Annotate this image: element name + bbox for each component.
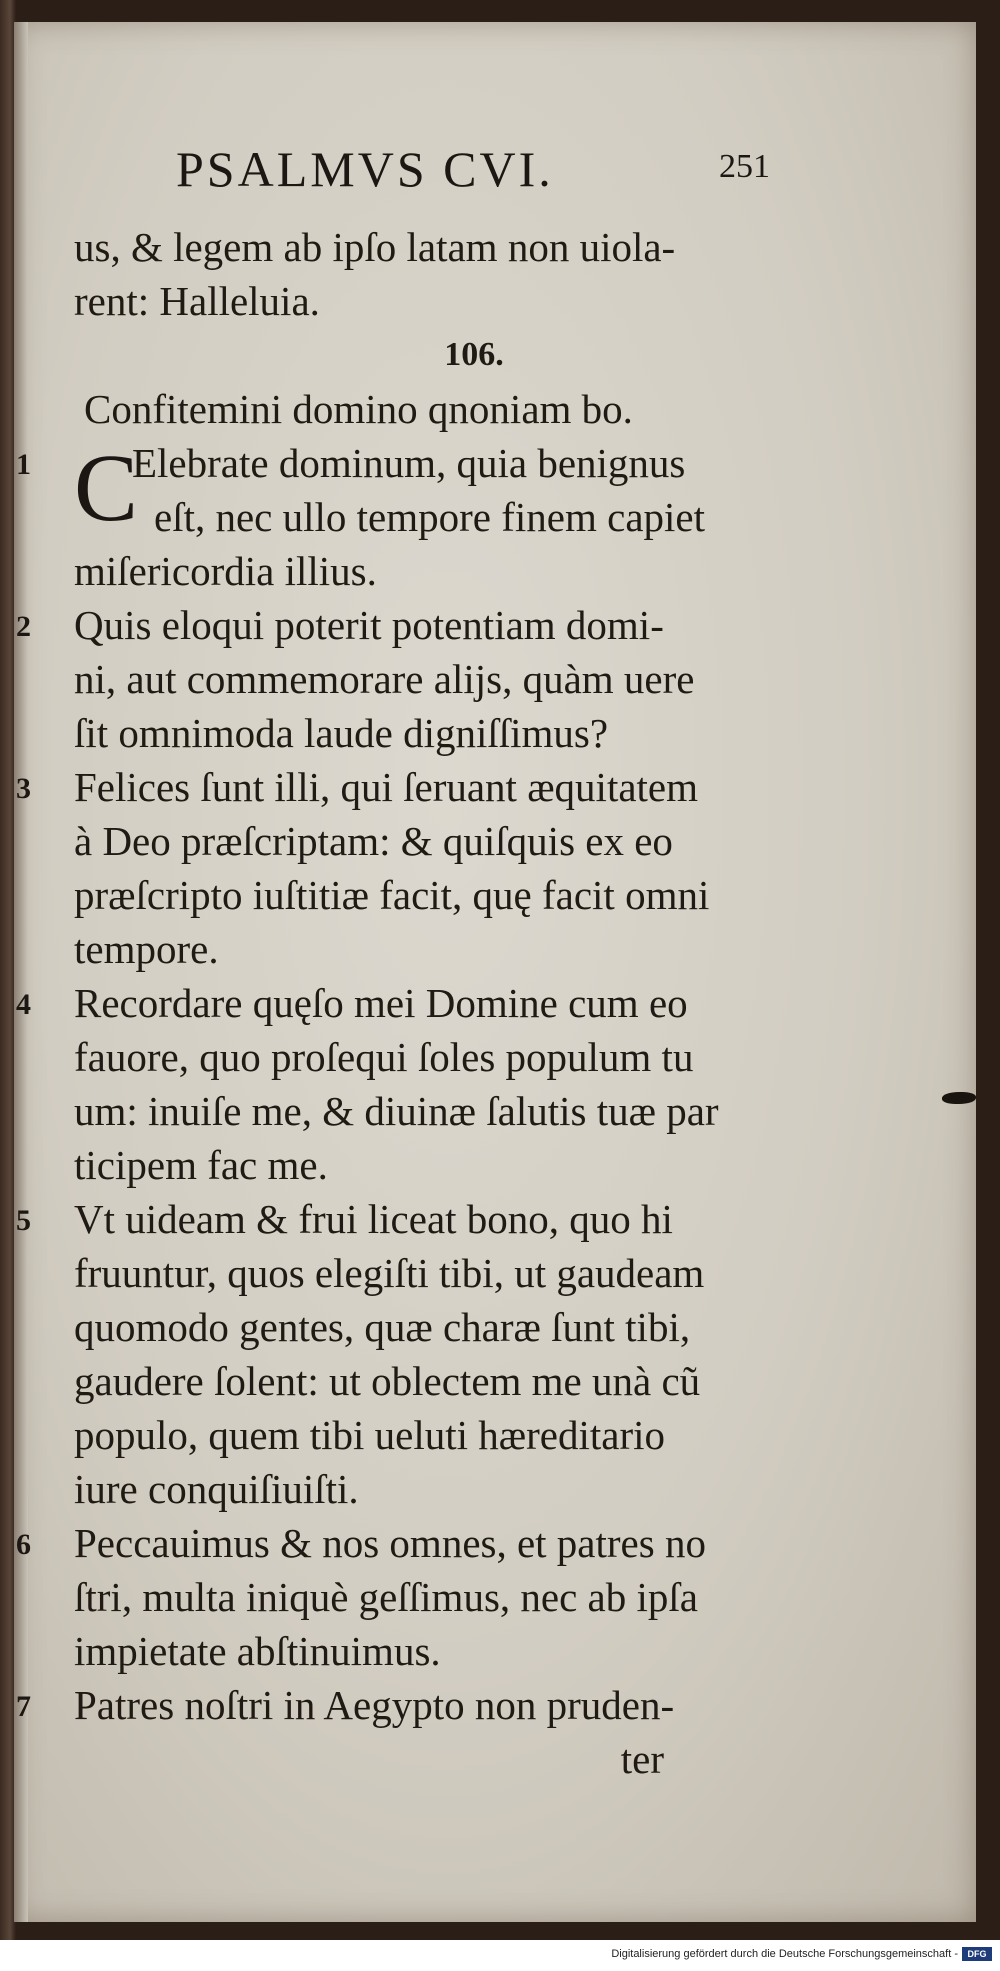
verse-line-text: Elebrate dominum, quia benignus	[132, 440, 686, 486]
verse	[16, 1516, 814, 1678]
verse-line: impietate abſtinuimus.	[74, 1628, 441, 1674]
text-line: us, & legem ab ipſo latam non uiola-	[74, 224, 676, 270]
verse-line: à Deo præſcriptam: & quiſquis ex eo	[74, 818, 673, 864]
verse	[16, 760, 814, 976]
running-head: PSALMVS CVI.	[176, 141, 554, 197]
dfg-logo: DFG	[962, 1947, 992, 1961]
verse-line: Peccauimus & nos omnes, et patres no	[74, 1520, 706, 1566]
ink-smudge	[942, 1092, 976, 1104]
page-gutter-edge	[14, 22, 31, 1922]
verse-line: Quis eloqui poterit potentiam domi-	[74, 602, 664, 648]
verse-line: um: inuiſe me, & diuinæ ſalutis tuæ par	[74, 1088, 719, 1134]
verse-margin-number: 6	[16, 1528, 31, 1561]
verse-line: fauore, quo proſequi ſoles populum tu	[74, 1034, 694, 1080]
verse-line: Patres noſtri in Aegypto non pruden-	[74, 1682, 675, 1728]
page-body	[16, 220, 814, 1786]
page-header	[14, 140, 976, 210]
verse-margin-number: 2	[16, 610, 31, 643]
verse-margin-number: 3	[16, 772, 31, 805]
book-page	[14, 22, 976, 1922]
drop-capital: C	[74, 434, 139, 541]
verse-line: ni, aut commemorare alijs, quàm uere	[74, 656, 695, 702]
text-line: rent: Halleluia.	[74, 278, 320, 324]
verse-margin-number: 1	[16, 448, 31, 481]
verse-line: ſit omnimoda laude digniſſimus?	[74, 710, 609, 756]
verse-line: Vt uideam & frui liceat bono, quo hi	[74, 1196, 673, 1242]
verse-line: præſcripto iuſtitiæ facit, quę facit omni	[74, 872, 710, 918]
verse-line: miſericordia illius.	[74, 548, 377, 594]
catchword: ter	[620, 1736, 664, 1782]
verse	[16, 1192, 814, 1516]
verse-margin-number: 5	[16, 1204, 31, 1237]
verse-list	[16, 434, 814, 1732]
verse	[16, 434, 814, 598]
verse-margin-number: 4	[16, 988, 31, 1021]
verse	[16, 1678, 814, 1732]
verse-line: populo, quem tibi ueluti hæreditario	[74, 1412, 665, 1458]
verse-margin-number: 7	[16, 1690, 31, 1723]
verse	[16, 598, 814, 760]
verse-line: Felices ſunt illi, qui ſeruant æquitatem	[74, 764, 699, 810]
verse-line: fruuntur, quos elegiſti tibi, ut gaudeam	[74, 1250, 705, 1296]
verse-line: Recordare quęſo mei Domine cum eo	[74, 980, 688, 1026]
verse-line: tempore.	[74, 926, 219, 972]
verse-line: iure conquiſiuiſti.	[74, 1466, 359, 1512]
page-number: 251	[719, 148, 770, 185]
digitization-footer	[0, 1940, 1000, 1971]
verse-line: ticipem fac me.	[74, 1142, 328, 1188]
verse-line: quomodo gentes, quæ charæ ſunt tibi,	[74, 1304, 691, 1350]
psalm-incipit: Confitemini domino qnoniam bo.	[84, 386, 633, 432]
verse-line: eſt, nec ullo tempore finem capiet	[154, 494, 705, 540]
psalm-number: 106.	[444, 336, 504, 373]
funding-credit: Digitalisierung gefördert durch die Deutsche Forschungsgemeinschaft -	[611, 1948, 958, 1960]
verse-line: gaudere ſolent: ut oblectem me unà cũ	[74, 1358, 701, 1404]
verse	[16, 976, 814, 1192]
verse-line: ſtri, multa iniquè geſſimus, nec ab ipſa	[74, 1574, 698, 1620]
